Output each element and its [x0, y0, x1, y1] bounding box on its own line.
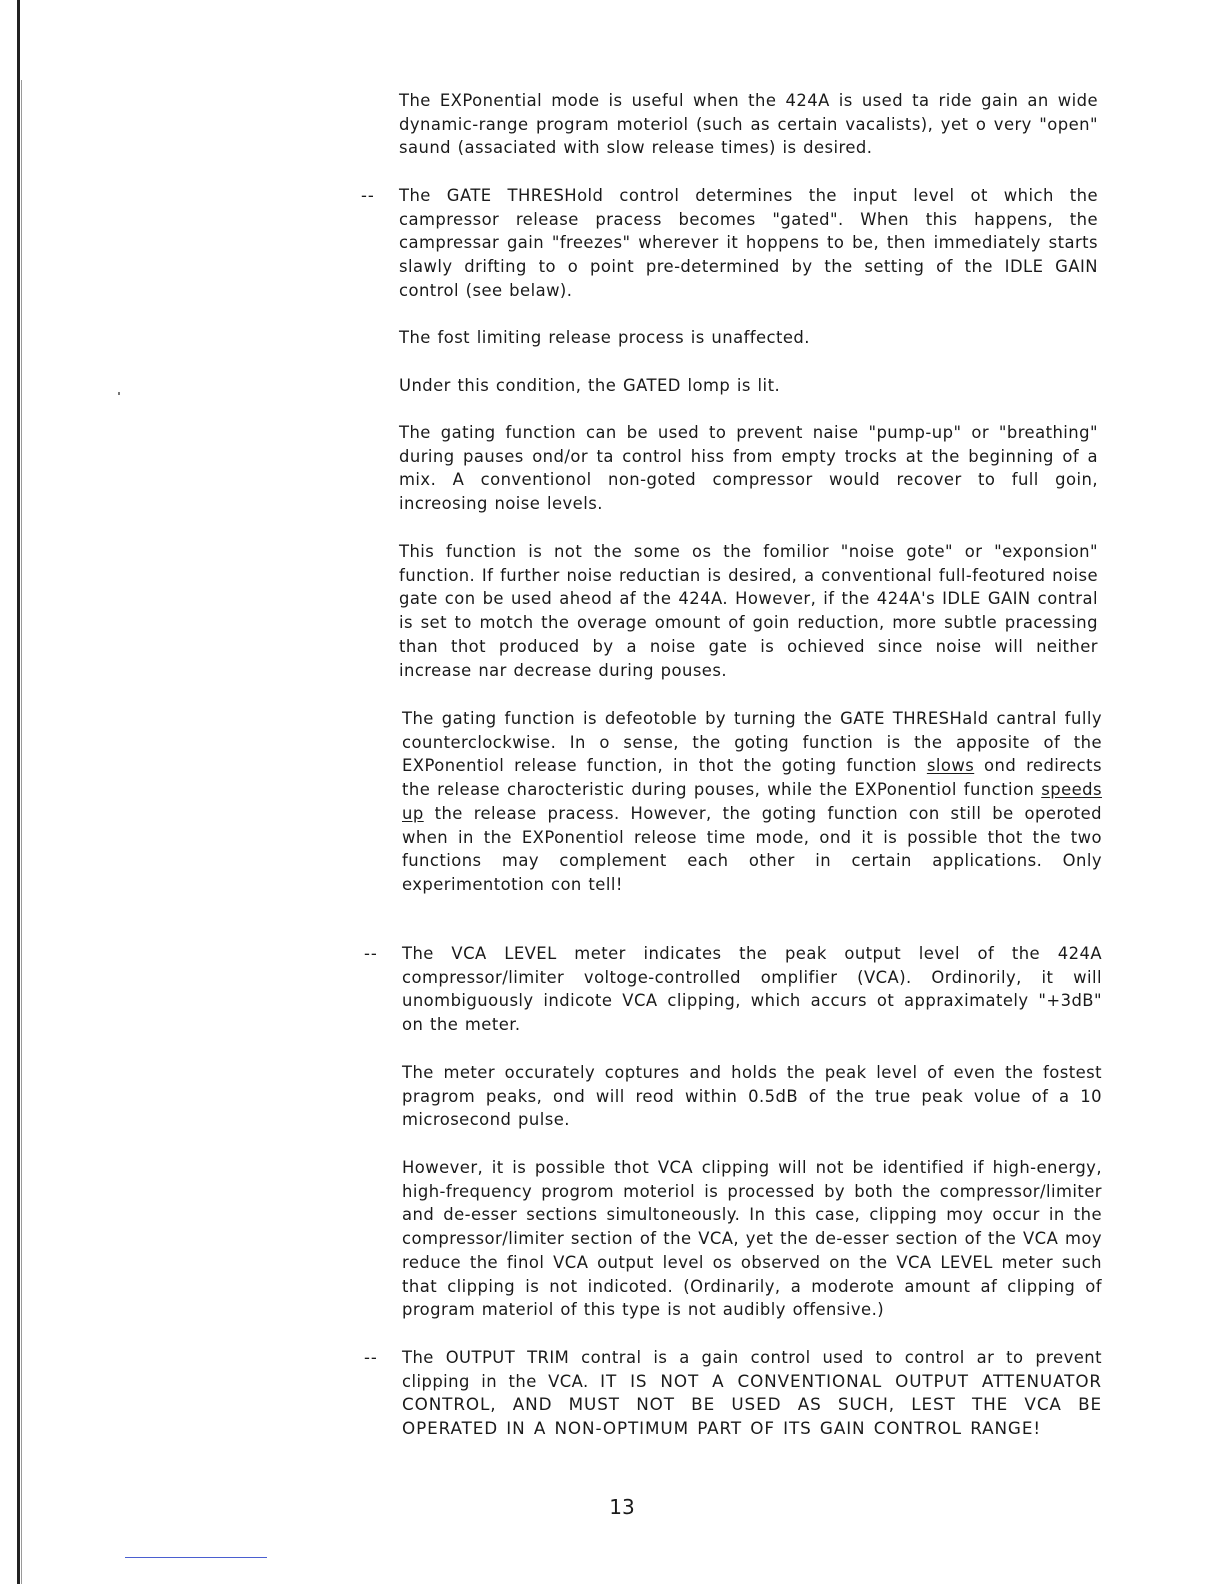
page-number: 13 [609, 1495, 635, 1519]
paragraph-gating-function: The gating function can be used to prevent naise "pump-up" or "breathing" during pauses ond/or ta control hiss from empty trocks at the beginning of a mix. A conventionol non-goted compressor would recover to full goin, increosing noise levels. [399, 423, 1098, 514]
output-trim-warning: IT IS NOT A CONVENTIONAL OUTPUT ATTENUATOR CONTROL, AND MUST NOT BE USED AS SUCH, LEST THE VCA BE OPERATED IN A NON-OPTIMUM PART OF ITS GAIN CONTROL RANGE! [402, 1370, 1102, 1439]
paragraph-output-trim [402, 1346, 1102, 1441]
defeatable-slows: slows [926, 756, 975, 776]
defeatable-text-1: The gating function is defeotoble by turning the GATE THRESHald cantral fully counterclockwise. In o sense, the goting function is the apposite of the EXPonentiol release function, in thot the goting function [402, 709, 1102, 776]
defeatable-speeds-up: speeds up [402, 780, 1102, 823]
bullet-gate-thresh: -- [361, 186, 375, 205]
defeatable-text-3: the release pracess. However, the goting function con still be operoted when in the EXPonentiol releose time mode, ond it is possible thot the two functions may complement each other in certain applications. Only experimentotion con tell! [402, 803, 1102, 894]
scan-speck [118, 392, 120, 395]
paragraph-fast-limiting: The fost limiting release process is unaffected. [399, 328, 810, 347]
paragraph-however-clipping: However, it is possible thot VCA clipping will not be identified if high-energy, high-frequency progrom moteriol is processed by both the compressor/limiter and de-esser sections simultoneously. In this case, clipping moy occur in the compressor/limiter section of the VCA, yet the de-esser section of the VCA moy reduce the finol VCA output level os observed on the VCA LEVEL meter such that clipping is not indicoted. (Ordinarily, a moderote amount af clipping of program materiol of this type is not audibly offensive.) [402, 1158, 1102, 1320]
paragraph-exp-mode: The EXPonential mode is useful when the 424A is used ta ride gain an wide dynamic-range program moteriol (such as certain vacalists), yet o very "open" saund (assaciated with slow release times) is desired. [399, 91, 1098, 158]
scan-binding-edge [17, 0, 20, 1584]
output-trim-text: The OUTPUT TRIM contral is a gain control used to control ar to prevent clipping in the VCA. [402, 1348, 1102, 1391]
footer-rule [125, 1557, 267, 1558]
paragraph-meter-accuracy: The meter occurately coptures and holds the peak level of even the fostest pragrom peaks, ond will reod within 0.5dB of the true peak volue of a 10 microsecond pulse. [402, 1063, 1102, 1130]
paragraph-not-same: This function is not the some os the fomilior "noise gote" or "exponsion" function. If further noise reductian is desired, a conventional full-feotured noise gate con be used aheod af the 424A. However, if the 424A's IDLE GAIN contral is set to motch the overage omount of goin reduction, more subtle pracessing than thot produced by a noise gate is ochieved since noise will neither increase nar decrease during pouses. [399, 542, 1098, 680]
bullet-output-trim: -- [364, 1348, 378, 1367]
paragraph-gated-lamp: Under this condition, the GATED lomp is lit. [399, 376, 781, 395]
defeatable-text-2: ond redirects the release charocteristic during pouses, while the EXPonentiol function [402, 756, 1102, 800]
bullet-vca-level: -- [364, 944, 378, 963]
paragraph-gate-thresh: The GATE THRESHold control determines the input level ot which the campressor release pracess becomes "gated". When this happens, the campressar gain "freezes" wherever it hoppens to be, then immediately starts slawly drifting to o point pre-determined by the setting of the IDLE GAIN control (see belaw). [399, 186, 1098, 300]
paragraph-defeatable [402, 707, 1102, 897]
scan-binding-shadow [21, 80, 22, 1584]
paragraph-vca-level: The VCA LEVEL meter indicates the peak output level of the 424A compressor/limiter voltoge-controlled omplifier (VCA). Ordinorily, it will unombiguously indicote VCA clipping, which accurs ot appraximately "+3dB" on the meter. [402, 944, 1102, 1035]
